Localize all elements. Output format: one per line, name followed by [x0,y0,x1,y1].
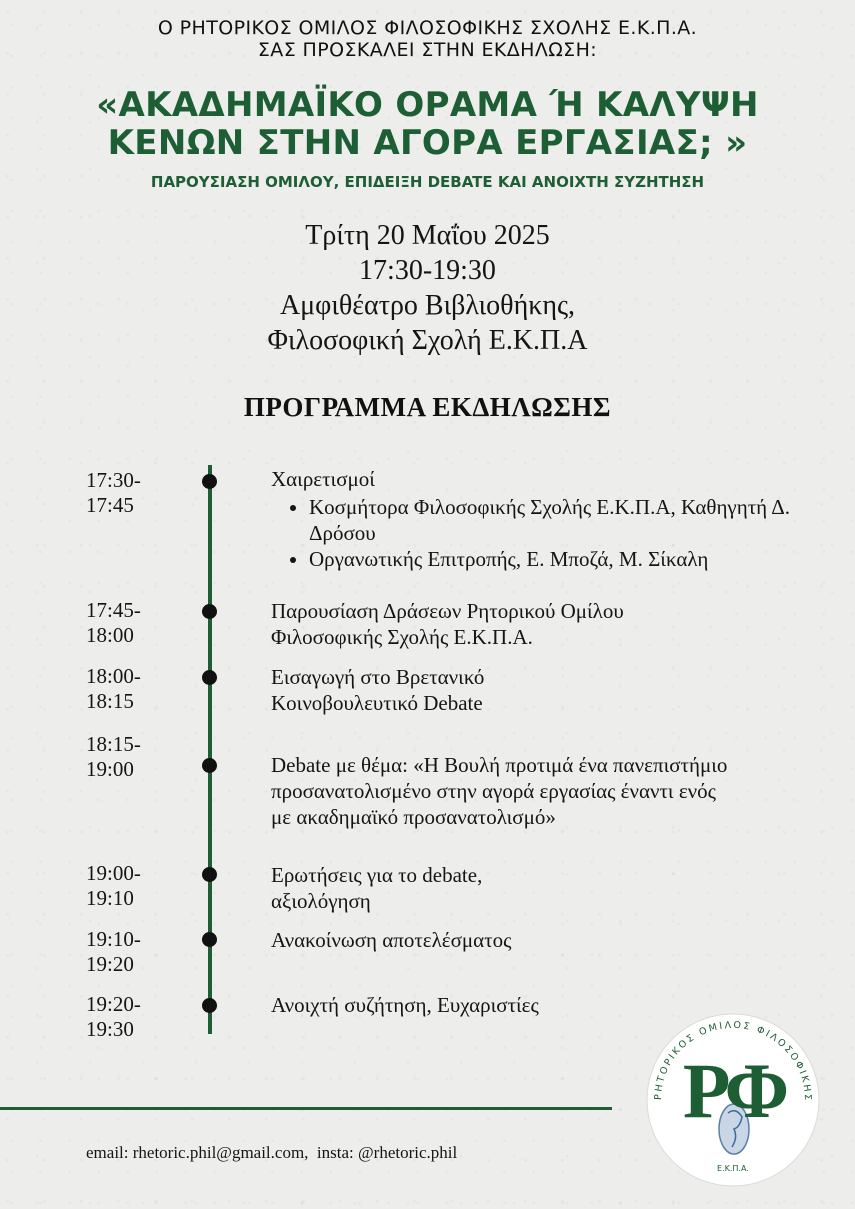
program-time [86,598,186,648]
program-item [271,664,831,716]
bullet-item: • Οργανωτικής Επιτροπής, Ε. Μποζά, Μ. Σίκαλη [309,546,831,572]
event-venue-line-2: Φιλοσοφική Σχολή Ε.Κ.Π.Α [267,325,588,356]
timeline-dot [202,604,217,619]
time-end: 18:15 [86,689,134,713]
time-end: 19:00 [86,757,134,781]
time-start: 18:00- [86,664,141,688]
organizer-text [0,17,855,61]
timeline-dot [202,932,217,947]
program-time [86,927,186,977]
time-end: 18:00 [86,623,134,647]
timeline-dot [202,867,217,882]
logo-letters: ΡΦ [682,1047,784,1134]
program-item-title: Χαιρετισμοί [271,467,375,491]
event-title [0,86,855,162]
program-heading: ΠΡΟΓΡΑΜΜΑ ΕΚΔΗΛΩΣΗΣ [243,392,612,422]
timeline-dot [202,758,217,773]
contact-info: email: rhetoric.phil@gmail.com, insta: @rhetoric.phil [86,1143,458,1162]
club-logo-emblem [646,1013,820,1187]
program-item [271,927,831,953]
program-item-bullets [271,494,831,572]
timeline-dot [202,998,217,1013]
time-start: 19:00- [86,861,141,885]
program-item-title-cont: Κοινοβουλευτικό Debate [271,691,483,715]
program-item-title: Ερωτήσεις για το debate, [271,863,483,887]
program-item-title-cont: προσανατολισμένο στην αγορά εργασίας έναντι ενός [271,779,716,803]
program-item-title: Ανακοίνωση αποτελέσματος [271,928,512,952]
timeline-dot [202,670,217,685]
program-time [86,732,186,782]
program-item-title: Ανοιχτή συζήτηση, Ευχαριστίες [271,993,539,1017]
program-time [86,861,186,911]
bullet-item: • Κοσμήτορα Φιλοσοφικής Σχολής Ε.Κ.Π.Α, Καθηγητή Δ. Δρόσου [309,494,831,546]
time-start: 18:15- [86,732,141,756]
time-end: 17:45 [86,493,134,517]
event-date: Τρίτη 20 Μαΐου 2025 [305,220,550,251]
time-end: 19:30 [86,1017,134,1041]
event-venue-line-1: Αμφιθέατρο Βιβλιοθήκης, [279,290,576,321]
program-item [271,752,831,830]
organizer-line-1: Ο ΡΗΤΟΡΙΚΟΣ ΟΜΙΛΟΣ ΦΙΛΟΣΟΦΙΚΗΣ ΣΧΟΛΗΣ Ε.Κ.Π.Α. [157,17,698,39]
timeline-line [208,465,212,1034]
event-details [0,218,855,358]
time-end: 19:10 [86,886,134,910]
time-start: 17:30- [86,468,141,492]
event-title-line-2: ΚΕΝΩΝ ΣΤΗΝ ΑΓΟΡΑ ΕΡΓΑΣΙΑΣ; » [107,123,748,163]
organizer-line-2: ΣΑΣ ΠΡΟΣΚΑΛΕΙ ΣΤΗΝ ΕΚΔΗΛΩΣΗ: [257,39,598,61]
program-time [86,664,186,714]
logo-ring-text: ΡΗΤΟΡΙΚΟΣ ΟΜΙΛΟΣ ΦΙΛΟΣΟΦΙΚΗΣ [652,1019,814,1103]
event-time: 17:30-19:30 [359,255,496,286]
program-item-title-cont: Φιλοσοφικής Σχολής Ε.Κ.Π.Α. [271,625,533,649]
footer-divider [0,1107,612,1110]
logo-bottom-text: Ε.Κ.Π.Α. [717,1164,749,1173]
time-end: 19:20 [86,952,134,976]
program-item [271,598,831,650]
program-time [86,992,186,1042]
program-item [271,466,831,572]
time-start: 19:20- [86,992,141,1016]
program-item-title: Debate με θέμα: «Η Βουλή προτιμά ένα πανεπιστήμιο [271,753,728,777]
program-item-title: Παρουσίαση Δράσεων Ρητορικού Ομίλου [271,599,624,623]
program-item-title-cont: αξιολόγηση [271,889,371,913]
program-item [271,862,831,914]
program-time [86,468,186,518]
time-start: 19:10- [86,927,141,951]
time-start: 17:45- [86,598,141,622]
event-title-line-1: «ΑΚΑΔΗΜΑΪΚΟ ΟΡΑΜΑ Ή ΚΑΛΥΨΗ [96,85,759,125]
timeline-dot [202,474,217,489]
program-item-title-cont: με ακαδημαϊκό προσανατολισμό» [271,805,556,829]
club-logo [646,1013,820,1187]
program-item-title: Εισαγωγή στο Βρετανικό [271,665,485,689]
event-subtitle: ΠΑΡΟΥΣΙΑΣΗ ΟΜΙΛΟΥ, ΕΠΙΔΕΙΞΗ DEBATE ΚΑΙ ΑΝΟΙΧΤΗ ΣΥΖΗΤΗΣΗ [150,173,705,191]
